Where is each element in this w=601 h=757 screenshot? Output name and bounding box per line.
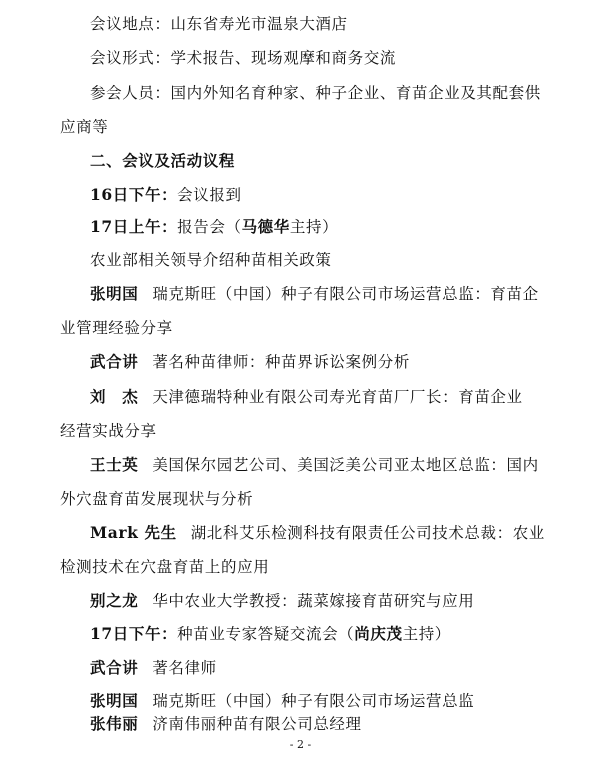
- agenda-day17-morning: 17日上午：报告会（马德华主持）: [90, 217, 339, 236]
- expert-2: 张明国 瑞克斯旺（中国）种子有限公司市场运营总监: [90, 691, 475, 710]
- meeting-format: 会议形式：学术报告、现场观摩和商务交流: [90, 49, 396, 67]
- speaker-4-continuation: 外穴盘育苗发展现状与分析: [60, 490, 254, 508]
- attendees: 参会人员：国内外知名育种家、种子企业、育苗企业及其配套供: [90, 84, 541, 102]
- speaker-5-continuation: 检测技术在穴盘育苗上的应用: [60, 558, 270, 576]
- expert-3: 张伟丽 济南伟丽种苗有限公司总经理: [90, 714, 362, 733]
- speaker-3: 刘 杰 天津德瑞特种业有限公司寿光育苗厂厂长：育苗企业: [90, 387, 523, 406]
- attendees-continuation: 应商等: [60, 118, 109, 136]
- speaker-1: 张明国 瑞克斯旺（中国）种子有限公司市场运营总监：育苗企: [90, 284, 539, 303]
- section-title: 二、会议及活动议程: [90, 151, 235, 170]
- meeting-location: 会议地点：山东省寿光市温泉大酒店: [90, 15, 348, 33]
- speaker-4: 王士英 美国保尔园艺公司、美国泛美公司亚太地区总监：国内: [90, 455, 539, 474]
- speaker-1-continuation: 业管理经验分享: [60, 319, 173, 337]
- page-number: - 2 -: [289, 738, 312, 751]
- agenda-day16: 16日下午：会议报到: [90, 185, 242, 204]
- speaker-3-continuation: 经营实战分享: [60, 422, 157, 440]
- speaker-6: 别之龙 华中农业大学教授：蔬菜嫁接育苗研究与应用: [90, 591, 475, 610]
- speaker-5: Mark 先生 湖北科艾乐检测科技有限责任公司技术总裁：农业: [90, 523, 545, 542]
- speaker-2: 武合讲 著名种苗律师：种苗界诉讼案例分析: [90, 352, 410, 371]
- policy-intro: 农业部相关领导介绍种苗相关政策: [90, 251, 332, 269]
- expert-1: 武合讲 著名律师: [90, 658, 217, 677]
- agenda-day17-afternoon: 17日下午：种苗业专家答疑交流会（尚庆茂主持）: [90, 624, 451, 643]
